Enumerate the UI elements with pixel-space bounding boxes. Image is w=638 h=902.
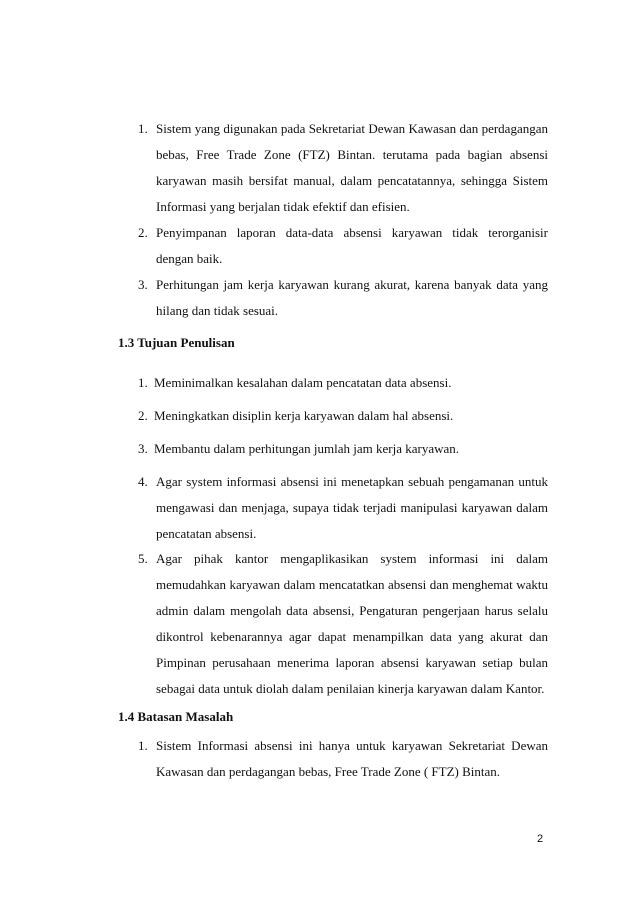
list-item-text: Sistem yang digunakan pada Sekretariat Dewan Kawasan dan perdagangan bebas, Free Trade Zone (FTZ) Bintan. terutama pada bagian absensi karyawan masih bersifat manual, dalam pencatatannya, sehingga Sistem Informasi yang berjalan tidak efektif dan efisien. [156, 121, 548, 214]
list-item-number: 2. [138, 225, 148, 240]
list-item-text: Penyimpanan laporan data-data absensi karyawan tidak terorganisir dengan baik. [156, 225, 548, 266]
page-number: 2 [537, 833, 544, 845]
list-item-text: Membantu dalam perhitungan jumlah jam kerja karyawan. [154, 441, 460, 456]
list-item [138, 403, 548, 429]
list-item-number: 1. [138, 121, 148, 136]
list-item-text: Meningkatkan disiplin kerja karyawan dalam hal absensi. [154, 408, 454, 423]
list-item [138, 546, 548, 702]
list-item-text: Agar system informasi absensi ini menetapkan sebuah pengamanan untuk mengawasi dan menjaga, supaya tidak terjadi manipulasi karyawan dalam pencatatan absensi. [156, 474, 548, 541]
list-item [138, 272, 548, 324]
section-heading-goals: 1.3 Tujuan Penulisan [118, 335, 235, 350]
list-item-number: 1. [138, 375, 148, 390]
list-item-text: Perhitungan jam kerja karyawan kurang akurat, karena banyak data yang hilang dan tidak sesuai. [156, 277, 548, 318]
list-item-number: 3. [138, 441, 148, 456]
list-item [138, 116, 548, 220]
list-item-number: 4. [138, 474, 148, 489]
list-item-number: 3. [138, 277, 148, 292]
list-item [138, 469, 548, 547]
list-item-text: Meminimalkan kesalahan dalam pencatatan data absensi. [154, 375, 452, 390]
list-item-number: 2. [138, 408, 148, 423]
list-item-number: 5. [138, 551, 148, 566]
list-item [138, 436, 548, 462]
list-item-number: 1. [138, 738, 148, 753]
list-item-text: Sistem Informasi absensi ini hanya untuk karyawan Sekretariat Dewan Kawasan dan perdagangan bebas, Free Trade Zone ( FTZ) Bintan. [156, 738, 548, 779]
list-item-text: Agar pihak kantor mengaplikasikan system informasi ini dalam memudahkan karyawan dalam mencatatkan absensi dan menghemat waktu admin dalam mengolah data absensi, Pengaturan pengerjaan harus selalu dikontrol kebenarannya agar dapat menampilkan data yang akurat dan Pimpinan perusahaan menerima laporan absensi karyawan setiap bulan sebagai data untuk diolah dalam penilaian kinerja karyawan dalam Kantor. [156, 551, 548, 696]
list-item [138, 370, 548, 396]
section-heading-limits: 1.4 Batasan Masalah [118, 709, 234, 724]
list-item [138, 733, 548, 785]
list-item [138, 220, 548, 272]
